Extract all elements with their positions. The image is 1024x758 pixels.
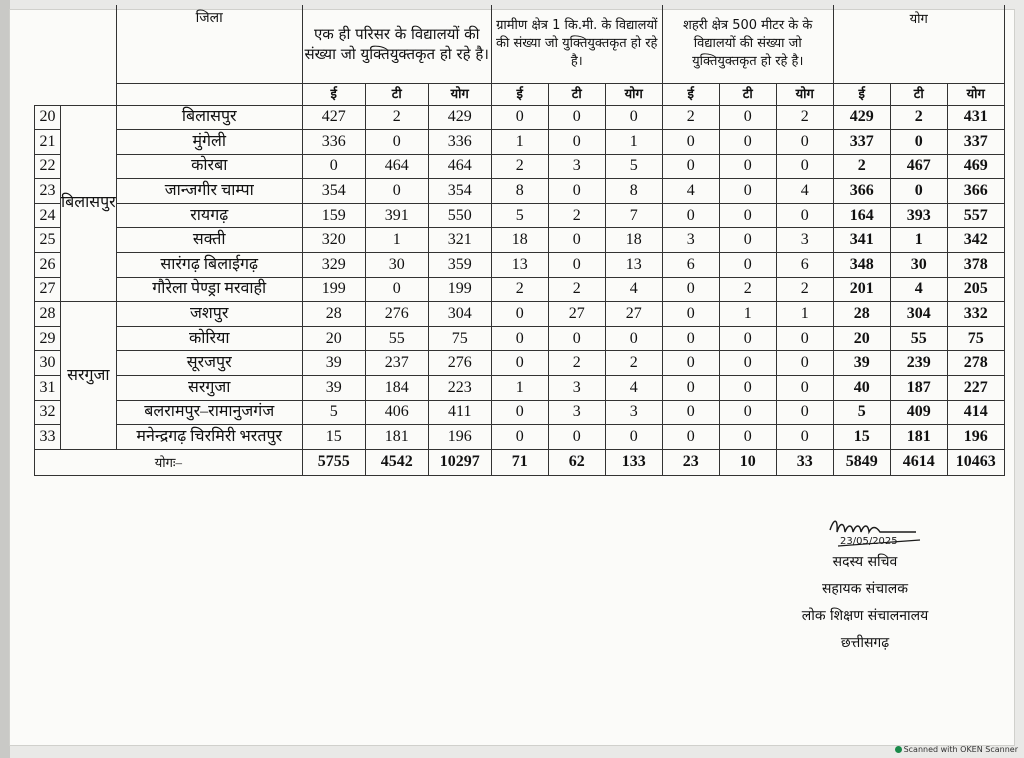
sub-header: टी [548,83,605,105]
value-cell: 13 [605,253,662,278]
value-cell: 409 [890,400,947,425]
district-name: कोरिया [116,326,302,351]
value-cell: 75 [428,326,491,351]
scanner-watermark [895,745,1018,754]
serial-number: 31 [35,376,61,401]
value-cell: 321 [428,228,491,253]
total-value: 133 [605,449,662,475]
value-cell: 329 [302,253,365,278]
scanner-text: Scanned with OKEN Scanner [903,745,1018,754]
total-value: 71 [491,449,548,475]
value-cell: 187 [890,376,947,401]
district-name: बिलासपुर [116,105,302,130]
value-cell: 304 [890,302,947,327]
value-cell: 3 [548,400,605,425]
value-cell: 55 [365,326,428,351]
total-value: 62 [548,449,605,475]
sub-header: ई [302,83,365,105]
value-cell: 4 [605,277,662,302]
value-cell: 8 [605,179,662,204]
table-row [35,425,1005,450]
value-cell: 0 [890,130,947,155]
value-cell: 550 [428,203,491,228]
value-cell: 342 [947,228,1004,253]
value-cell: 0 [548,179,605,204]
sub-header: टी [365,83,428,105]
district-name: सारंगढ़ बिलाईगढ़ [116,253,302,278]
value-cell: 0 [548,326,605,351]
value-cell: 3 [776,228,833,253]
serial-number: 23 [35,179,61,204]
sub-header: ई [662,83,719,105]
value-cell: 1 [605,130,662,155]
value-cell: 276 [365,302,428,327]
value-cell: 181 [365,425,428,450]
value-cell: 0 [548,425,605,450]
value-cell: 469 [947,154,1004,179]
value-cell: 1 [491,130,548,155]
value-cell: 2 [548,277,605,302]
value-cell: 0 [776,400,833,425]
value-cell: 199 [302,277,365,302]
value-cell: 0 [662,376,719,401]
table-body [35,105,1005,475]
table-row [35,302,1005,327]
value-cell: 336 [428,130,491,155]
serial-number: 29 [35,326,61,351]
value-cell: 1 [719,302,776,327]
serial-number: 33 [35,425,61,450]
table-row [35,400,1005,425]
table-row [35,376,1005,401]
value-cell: 2 [833,154,890,179]
value-cell: 2 [365,105,428,130]
value-cell: 2 [776,277,833,302]
value-cell: 0 [719,351,776,376]
value-cell: 0 [719,400,776,425]
value-cell: 0 [365,277,428,302]
value-cell: 199 [428,277,491,302]
sub-header: टी [890,83,947,105]
value-cell: 201 [833,277,890,302]
value-cell: 557 [947,203,1004,228]
total-value: 10 [719,449,776,475]
district-name: जान्जगीर चाम्पा [116,179,302,204]
value-cell: 2 [491,277,548,302]
value-cell: 0 [776,326,833,351]
total-label: योगः– [35,449,303,475]
value-cell: 223 [428,376,491,401]
value-cell: 337 [833,130,890,155]
value-cell: 0 [890,179,947,204]
value-cell: 4 [776,179,833,204]
value-cell: 2 [719,277,776,302]
value-cell: 181 [890,425,947,450]
value-cell: 1 [491,376,548,401]
value-cell: 393 [890,203,947,228]
value-cell: 0 [548,130,605,155]
serial-number: 27 [35,277,61,302]
table-row [35,105,1005,130]
serial-number: 32 [35,400,61,425]
value-cell: 0 [662,425,719,450]
value-cell: 366 [833,179,890,204]
value-cell: 27 [605,302,662,327]
serial-number: 28 [35,302,61,327]
signature-date: 23/05/2025 [840,536,898,547]
value-cell: 0 [491,425,548,450]
value-cell: 39 [302,376,365,401]
value-cell: 2 [662,105,719,130]
district-name: सक्ती [116,228,302,253]
value-cell: 0 [365,179,428,204]
total-value: 5849 [833,449,890,475]
value-cell: 0 [776,203,833,228]
value-cell: 348 [833,253,890,278]
rural-header: ग्रामीण क्षेत्र 1 कि.मी. के विद्यालयों की संख्या जो युक्तियुक्तकृत हो रहे है। [491,5,662,83]
signatory-state: छत्तीसगढ़ [840,635,890,651]
value-cell: 336 [302,130,365,155]
sub-header: ई [491,83,548,105]
value-cell: 30 [365,253,428,278]
value-cell: 464 [365,154,428,179]
value-cell: 0 [719,425,776,450]
table-row [35,154,1005,179]
value-cell: 2 [491,154,548,179]
value-cell: 0 [662,130,719,155]
value-cell: 205 [947,277,1004,302]
value-cell: 341 [833,228,890,253]
value-cell: 406 [365,400,428,425]
value-cell: 0 [776,130,833,155]
value-cell: 28 [302,302,365,327]
value-cell: 0 [719,203,776,228]
value-cell: 0 [605,425,662,450]
sub-header: ई [833,83,890,105]
total-value: 4614 [890,449,947,475]
value-cell: 0 [662,203,719,228]
value-cell: 359 [428,253,491,278]
total-header: योग [833,5,1004,83]
scan-edge [0,0,10,758]
sub-header: योग [947,83,1004,105]
value-cell: 0 [719,376,776,401]
sub-header: टी [719,83,776,105]
value-cell: 237 [365,351,428,376]
value-cell: 5 [605,154,662,179]
urban-header: शहरी क्षेत्र 500 मीटर के के विद्यालयों की संख्या जो युक्तियुक्तकृत हो रहे है। [662,5,833,83]
value-cell: 18 [491,228,548,253]
value-cell: 3 [605,400,662,425]
serial-number: 22 [35,154,61,179]
table-row [35,203,1005,228]
value-cell: 354 [302,179,365,204]
district-name: रायगढ़ [116,203,302,228]
value-cell: 467 [890,154,947,179]
value-cell: 0 [605,105,662,130]
value-cell: 3 [548,376,605,401]
value-cell: 2 [890,105,947,130]
serial-number: 26 [35,253,61,278]
value-cell: 4 [662,179,719,204]
district-name: गौरेला पेण्ड्रा मरवाही [116,277,302,302]
signatory-designation: सदस्य सचिव [832,554,898,570]
value-cell: 427 [302,105,365,130]
value-cell: 8 [491,179,548,204]
table-row [35,228,1005,253]
serial-number: 21 [35,130,61,155]
district-name: सूरजपुर [116,351,302,376]
district-name: जशपुर [116,302,302,327]
signatory-block [760,518,970,660]
value-cell: 0 [662,154,719,179]
value-cell: 0 [365,130,428,155]
value-cell: 20 [302,326,365,351]
serial-number: 20 [35,105,61,130]
value-cell: 239 [890,351,947,376]
value-cell: 27 [548,302,605,327]
value-cell: 159 [302,203,365,228]
value-cell: 55 [890,326,947,351]
value-cell: 414 [947,400,1004,425]
table-row [35,253,1005,278]
value-cell: 4 [890,277,947,302]
value-cell: 0 [719,253,776,278]
district-header: जिला [116,5,302,83]
value-cell: 0 [662,400,719,425]
value-cell: 0 [491,302,548,327]
value-cell: 3 [662,228,719,253]
signatory-title: सहायक संचालक [821,581,909,597]
value-cell: 0 [719,228,776,253]
value-cell: 5 [302,400,365,425]
value-cell: 431 [947,105,1004,130]
value-cell: 0 [302,154,365,179]
division-name: बिलासपुर [61,105,117,302]
value-cell: 40 [833,376,890,401]
value-cell: 276 [428,351,491,376]
value-cell: 0 [719,326,776,351]
value-cell: 304 [428,302,491,327]
value-cell: 7 [605,203,662,228]
total-value: 4542 [365,449,428,475]
value-cell: 0 [491,351,548,376]
value-cell: 15 [302,425,365,450]
value-cell: 20 [833,326,890,351]
value-cell: 0 [776,425,833,450]
value-cell: 429 [428,105,491,130]
value-cell: 39 [302,351,365,376]
value-cell: 75 [947,326,1004,351]
total-value: 33 [776,449,833,475]
value-cell: 0 [662,302,719,327]
district-name: कोरबा [116,154,302,179]
value-cell: 0 [776,154,833,179]
value-cell: 15 [833,425,890,450]
value-cell: 0 [662,351,719,376]
value-cell: 3 [548,154,605,179]
table-row [35,351,1005,376]
serial-number: 24 [35,203,61,228]
value-cell: 391 [365,203,428,228]
value-cell: 2 [548,351,605,376]
value-cell: 227 [947,376,1004,401]
corner-cell [35,5,117,105]
value-cell: 1 [776,302,833,327]
value-cell: 464 [428,154,491,179]
value-cell: 0 [719,154,776,179]
value-cell: 0 [719,179,776,204]
value-cell: 320 [302,228,365,253]
value-cell: 4 [605,376,662,401]
value-cell: 278 [947,351,1004,376]
value-cell: 0 [605,326,662,351]
value-cell: 0 [662,277,719,302]
sub-header: योग [428,83,491,105]
value-cell: 30 [890,253,947,278]
total-value: 10463 [947,449,1004,475]
value-cell: 5 [833,400,890,425]
value-cell: 0 [776,376,833,401]
value-cell: 164 [833,203,890,228]
sub-header: योग [605,83,662,105]
table-row [35,277,1005,302]
value-cell: 2 [548,203,605,228]
value-cell: 0 [491,105,548,130]
value-cell: 411 [428,400,491,425]
total-value: 23 [662,449,719,475]
table-row [35,179,1005,204]
value-cell: 0 [776,351,833,376]
district-sub-blank [116,83,302,105]
value-cell: 337 [947,130,1004,155]
district-name: बलरामपुर–रामानुजगंज [116,400,302,425]
signatory-office: लोक शिक्षण संचालनालय [801,608,929,624]
division-name: सरगुजा [61,302,117,450]
value-cell: 196 [947,425,1004,450]
value-cell: 1 [365,228,428,253]
serial-number: 25 [35,228,61,253]
same-campus-header: एक ही परिसर के विद्यालयों की संख्या जो युक्तियुक्तकृत हो रहे है। [302,5,491,83]
sub-header: योग [776,83,833,105]
table-row [35,130,1005,155]
total-row [35,449,1005,475]
value-cell: 354 [428,179,491,204]
value-cell: 13 [491,253,548,278]
value-cell: 1 [890,228,947,253]
value-cell: 28 [833,302,890,327]
value-cell: 0 [548,253,605,278]
total-value: 5755 [302,449,365,475]
district-name: सरगुजा [116,376,302,401]
value-cell: 2 [776,105,833,130]
value-cell: 429 [833,105,890,130]
value-cell: 5 [491,203,548,228]
value-cell: 366 [947,179,1004,204]
value-cell: 332 [947,302,1004,327]
value-cell: 378 [947,253,1004,278]
value-cell: 0 [548,105,605,130]
value-cell: 196 [428,425,491,450]
value-cell: 0 [662,326,719,351]
value-cell: 0 [491,400,548,425]
value-cell: 0 [548,228,605,253]
scanner-logo-icon [895,746,902,753]
value-cell: 0 [491,326,548,351]
value-cell: 6 [662,253,719,278]
serial-number: 30 [35,351,61,376]
district-name: मुंगेली [116,130,302,155]
value-cell: 39 [833,351,890,376]
value-cell: 6 [776,253,833,278]
value-cell: 0 [719,130,776,155]
district-name: मनेन्द्रगढ़ चिरमिरी भरतपुर [116,425,302,450]
rationalization-table [34,5,1005,476]
total-value: 10297 [428,449,491,475]
value-cell: 18 [605,228,662,253]
value-cell: 2 [605,351,662,376]
value-cell: 0 [719,105,776,130]
table-row [35,326,1005,351]
value-cell: 184 [365,376,428,401]
